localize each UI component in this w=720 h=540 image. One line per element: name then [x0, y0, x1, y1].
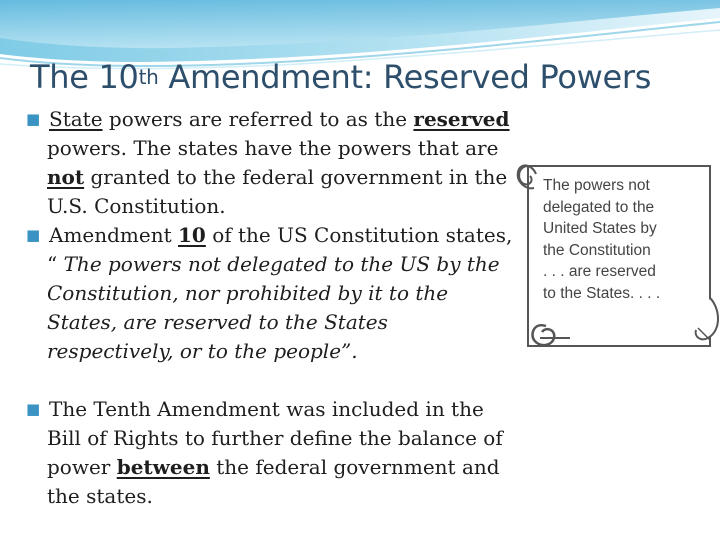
scroll-line: to the States. . . . [543, 284, 661, 302]
bullet-state-powers: ■ State powers are referred to as the reserved powers. The states have the powers that are not granted to the federal government in the U.S. Constitution. [26, 107, 510, 218]
scroll-line: . . . are reserved [543, 263, 656, 280]
scroll-line: The powers not [543, 177, 650, 194]
bullet-icon: ■ [26, 400, 44, 418]
scroll-line: United States by [543, 220, 657, 237]
slide-title: The 10th Amendment: Reserved Powers [30, 58, 652, 96]
title-superscript: th [138, 65, 159, 89]
scroll-line: the Constitution [543, 241, 651, 259]
bullet-icon: ■ [26, 226, 44, 244]
scroll-caption [543, 175, 693, 304]
bullet-icon: ■ [26, 110, 44, 128]
bullet-amendment-text: ■ Amendment 10 of the US Constitution states, “ The powers not delegated to the US by the Constitution, nor prohibited by it to the States, are reserved to the States respectively, or to the people”. [26, 223, 513, 363]
slide-body [26, 105, 516, 511]
scroll-line: delegated to the [543, 198, 655, 216]
bullet-bill-of-rights: ■ The Tenth Amendment was included in the Bill of Rights to further define the balance of power between the federal government and the states. [26, 397, 503, 508]
